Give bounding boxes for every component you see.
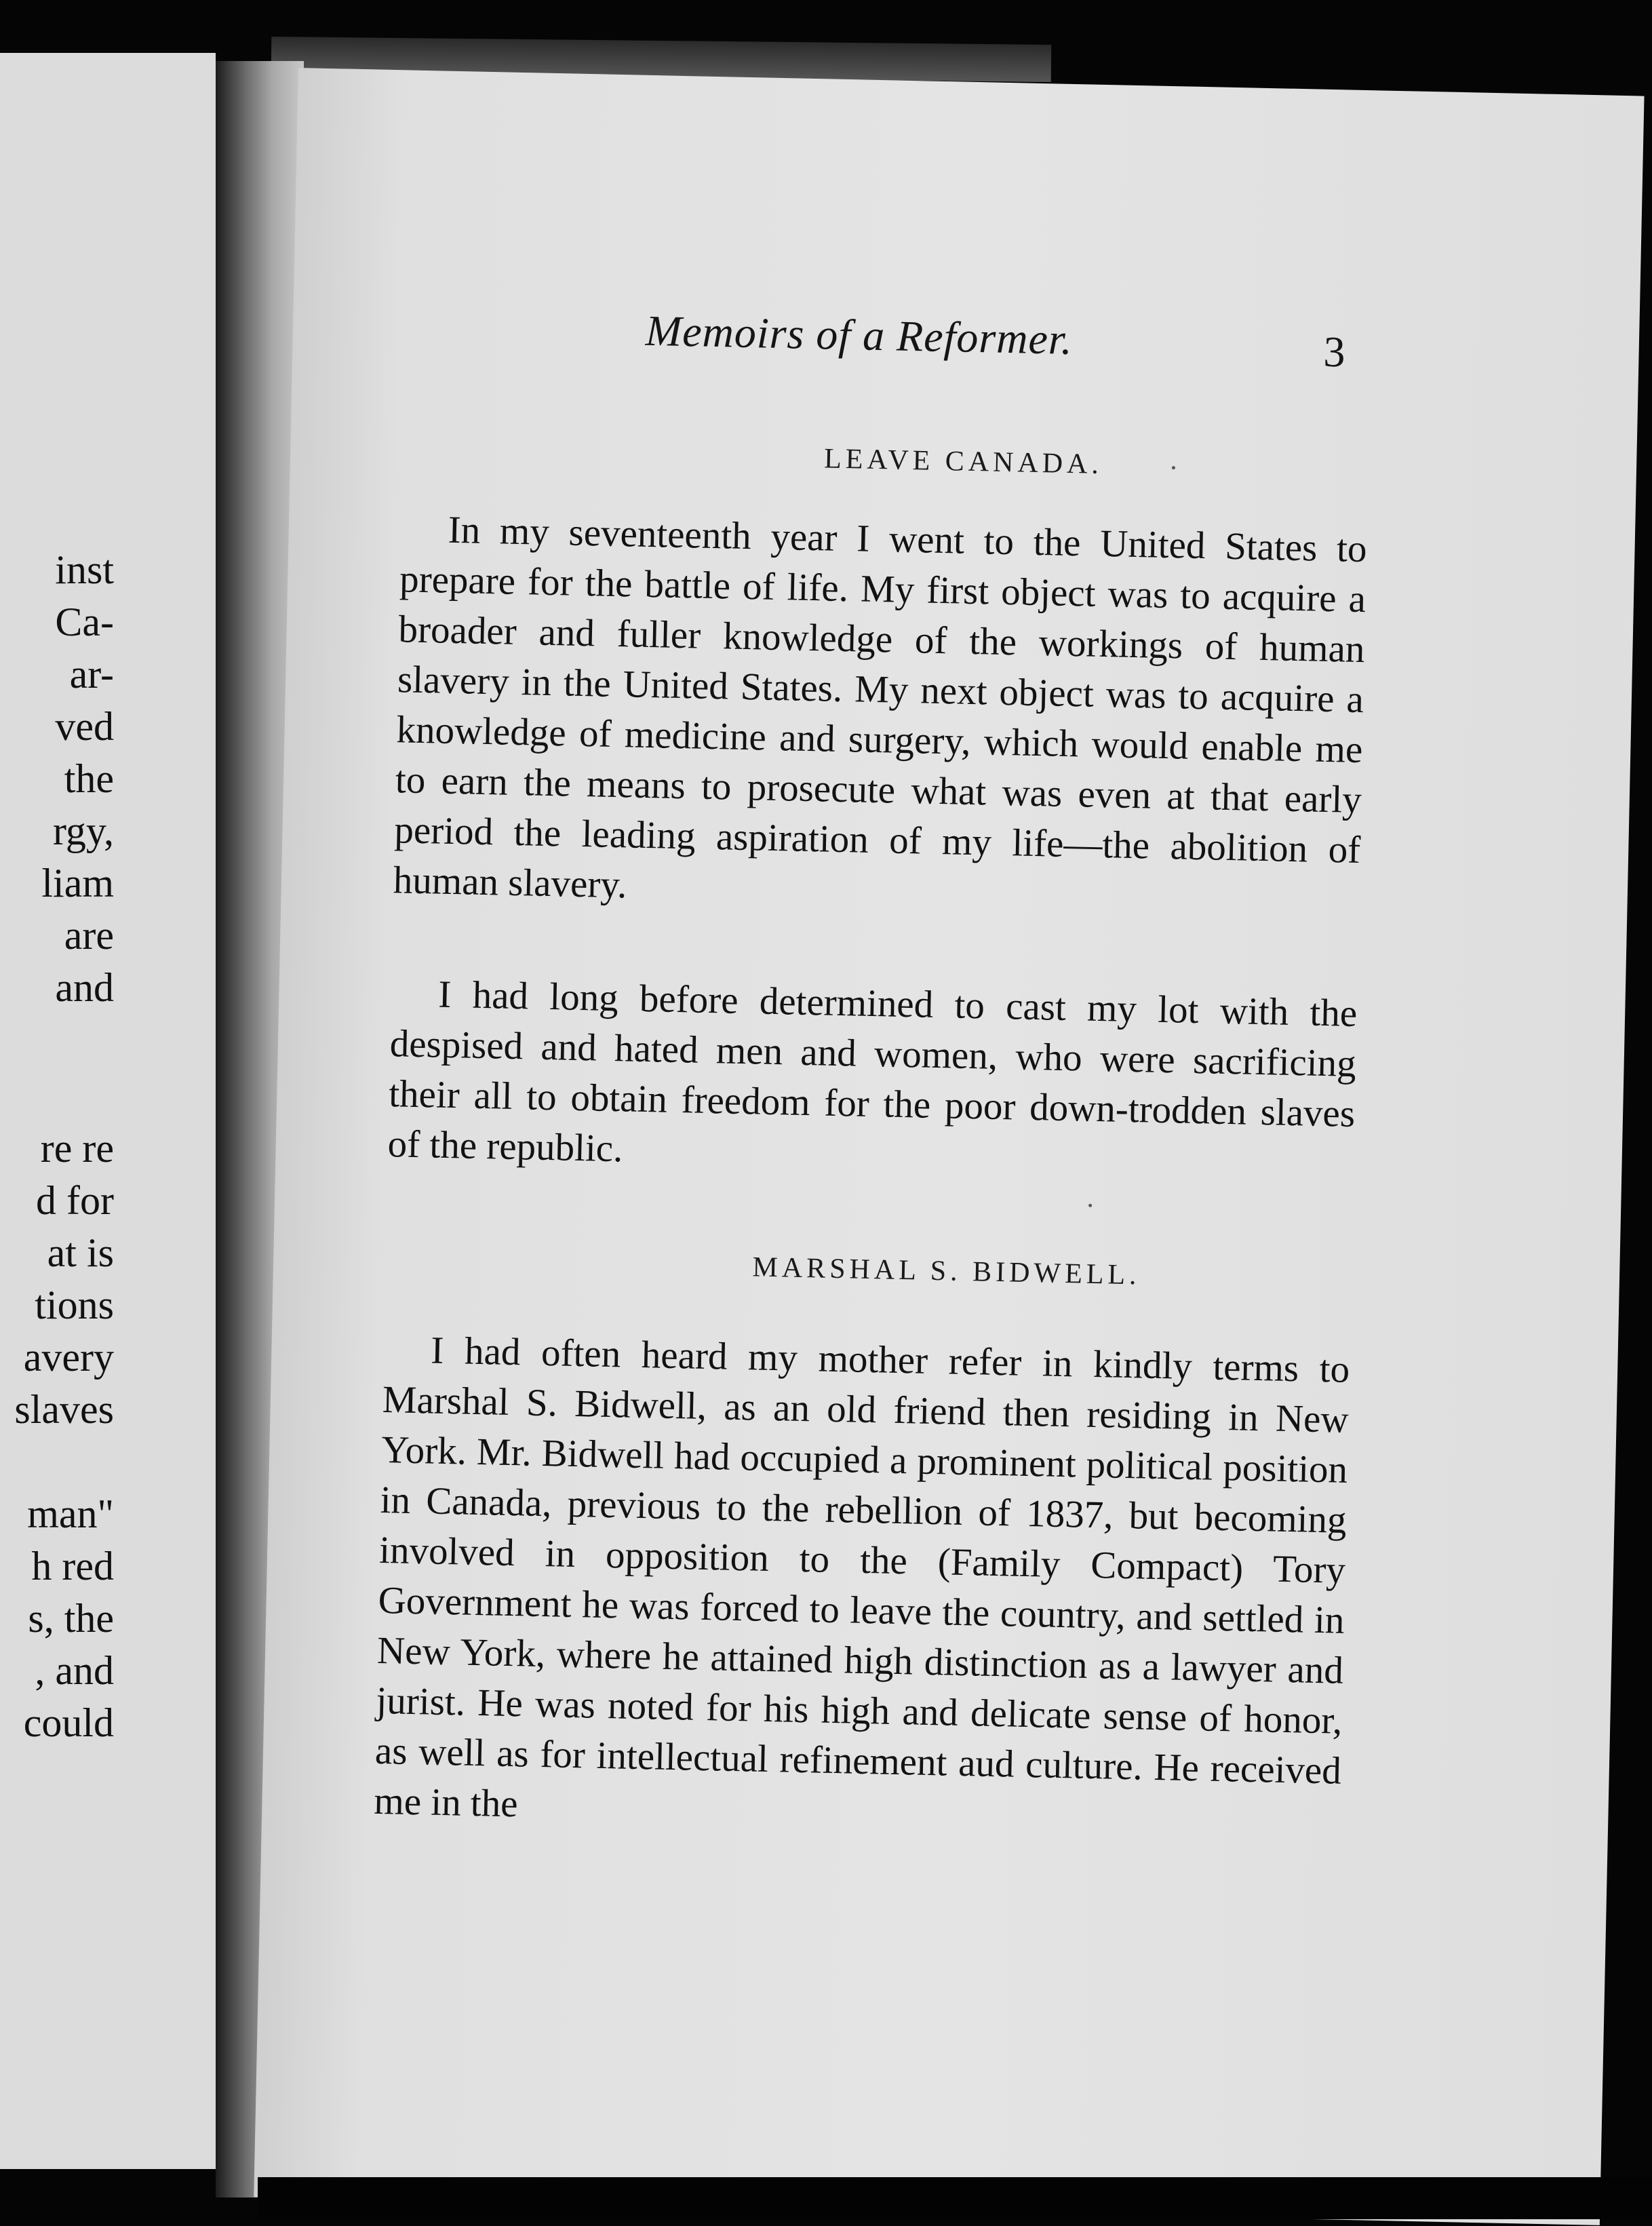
page-number: 3 xyxy=(1322,327,1347,376)
fragment-line: rgy, xyxy=(53,808,114,853)
section-heading-marshal-bidwell: MARSHAL S. BIDWELL. xyxy=(752,1251,1141,1291)
running-header xyxy=(645,306,1652,376)
section-body-marshal-bidwell xyxy=(374,1325,1350,1847)
fragment-gap xyxy=(0,1014,216,1122)
fragment-line: at is xyxy=(47,1230,114,1275)
fragment-line: re re xyxy=(40,1126,114,1171)
fragment-line: man" xyxy=(27,1491,114,1536)
fragment-line: the xyxy=(64,756,114,801)
fragment-line: inst xyxy=(55,547,114,592)
paragraph: I had often heard my mother refer in kindly terms to Marshal S. Bidwell, as an old friend then residing in New York. Mr. Bidwell had occupied a prominent political position in Canada, previous to the rebellion of 1837, but becoming involved in opposition to the (Family Compact) Tory Government he was forced to leave the country, and settled in New York, where he attained high distinction as a lawyer and jurist. He was noted for his high and delicate sense of honor, as well as for intellectual refinement aud culture. He received me in the xyxy=(373,1329,1350,1826)
fragment-line: tions xyxy=(35,1283,114,1327)
fragment-line: Ca- xyxy=(55,600,114,644)
section-heading-leave-canada: LEAVE CANADA. xyxy=(823,443,1103,480)
fragment-line: , and xyxy=(35,1648,114,1693)
print-speck xyxy=(1172,466,1175,469)
section-body-leave-canada-2 xyxy=(387,969,1358,1190)
fragment-line: are xyxy=(64,913,114,958)
previous-page xyxy=(0,53,216,2169)
paragraph: I had long before determined to cast my lot with the despised and hated men and women, who were sacrificing their all to obtain freedom for the poor down-trodden slaves of the republic. xyxy=(387,973,1358,1171)
fragment-line: ved xyxy=(55,704,114,749)
previous-page-text-fragments xyxy=(0,544,216,1749)
fragment-line: could xyxy=(23,1700,114,1745)
fragment-line: ar- xyxy=(69,652,114,697)
fragment-line: and xyxy=(55,965,114,1010)
fragment-line: slaves xyxy=(14,1387,114,1432)
current-page xyxy=(254,68,1644,2225)
print-speck xyxy=(1088,1204,1092,1207)
fragment-line: s, the xyxy=(28,1596,114,1641)
section-body-leave-canada xyxy=(393,504,1367,926)
fragment-line: avery xyxy=(23,1335,114,1380)
running-title: Memoirs of a Reformer. xyxy=(645,306,1074,364)
paragraph: In my seventeenth year I went to the United States to prepare for the battle of life. My first object was to acquire a broader and fuller knowledge of the workings of human slavery in the United States. My next object was to acquire a knowledge of medicine and surgery, which would enable me to earn the means to prosecute what was even at that early period the leading aspiration of my life—the abolition of human slavery. xyxy=(393,508,1368,907)
fragment-line: liam xyxy=(41,861,114,905)
scan-bottom-edge xyxy=(258,2177,1652,2219)
fragment-line: h red xyxy=(31,1544,114,1588)
fragment-line: d for xyxy=(36,1178,114,1223)
